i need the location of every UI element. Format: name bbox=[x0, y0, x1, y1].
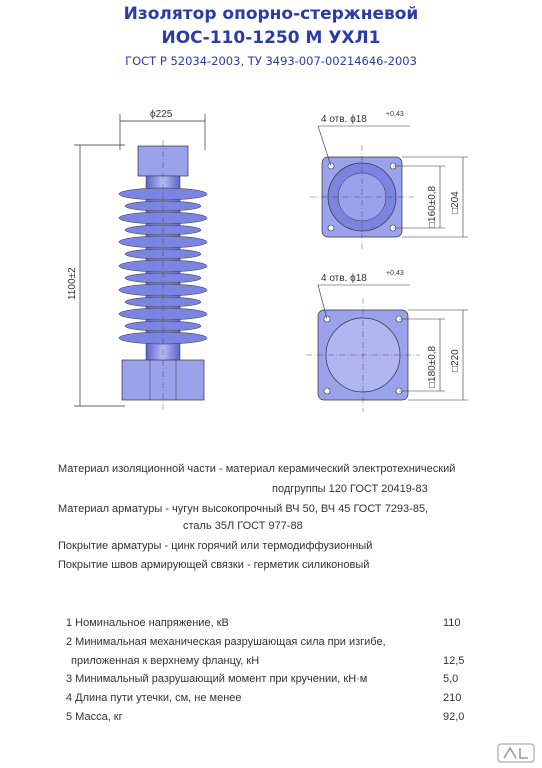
spec-value: 210 bbox=[443, 692, 462, 704]
bottom-inner-label: □180±0,8 bbox=[427, 345, 438, 388]
top-flange-view bbox=[310, 111, 468, 249]
bottom-outer-label: □220 bbox=[450, 349, 461, 372]
spec-label: 5 Масса, кг bbox=[66, 711, 123, 723]
diameter-dimension bbox=[120, 109, 205, 150]
spec-label: 1 Номинальное напряжение, кВ bbox=[66, 617, 229, 629]
bottom-holes-label: 4 отв. ϕ18 bbox=[321, 273, 367, 284]
diameter-label: ϕ225 bbox=[150, 109, 173, 120]
material-line-5: Покрытие арматуры - цинк горячий или термодиффузионный bbox=[58, 540, 373, 552]
material-line-2: подгруппы 120 ГОСТ 20419-83 bbox=[272, 483, 428, 495]
top-holes-label: 4 отв. ϕ18 bbox=[321, 114, 367, 125]
logo-icon bbox=[496, 742, 536, 764]
material-line-6: Покрытие швов армирующей связки - герметик силиконовый bbox=[58, 559, 370, 571]
top-outer-label: □204 bbox=[450, 191, 461, 214]
material-line-4: сталь 35Л ГОСТ 977-88 bbox=[183, 520, 303, 532]
top-inner-label: □160±0,8 bbox=[427, 185, 438, 228]
bottom-flange-view bbox=[306, 270, 468, 412]
title-line-2: ИОС-110-1250 М УХЛ1 bbox=[161, 28, 381, 48]
spec-value: 92,0 bbox=[443, 711, 465, 723]
spec-label: 2 Минимальная механическая разрушающая сила при изгибе, bbox=[66, 636, 386, 648]
height-label: 1100±2 bbox=[67, 267, 78, 300]
material-line-1: Материал изоляционной части - материал керамический электротехнический bbox=[58, 463, 456, 475]
spec-label: приложенная к верхнему фланцу, кН bbox=[71, 655, 260, 667]
spec-value: 5,0 bbox=[443, 673, 459, 685]
standard-reference: ГОСТ Р 52034-2003, ТУ 3493-007-00214646-2003 bbox=[125, 54, 417, 68]
bottom-tolerance-label: +0,43 bbox=[386, 270, 404, 277]
spec-value: 110 bbox=[443, 617, 461, 629]
title-line-1: Изолятор опорно-стержневой bbox=[123, 4, 419, 24]
height-dimension bbox=[67, 145, 125, 406]
top-tolerance-label: +0,43 bbox=[386, 111, 404, 118]
spec-label: 3 Минимальный разрушающий момент при кручении, кН·м bbox=[66, 673, 368, 685]
spec-value: 12,5 bbox=[443, 655, 465, 667]
material-line-3: Материал арматуры - чугун высокопрочный ВЧ 50, ВЧ 45 ГОСТ 7293-85, bbox=[58, 503, 429, 515]
insulator-front-view bbox=[119, 140, 207, 410]
spec-label: 4 Длина пути утечки, см, не менее bbox=[66, 692, 242, 704]
